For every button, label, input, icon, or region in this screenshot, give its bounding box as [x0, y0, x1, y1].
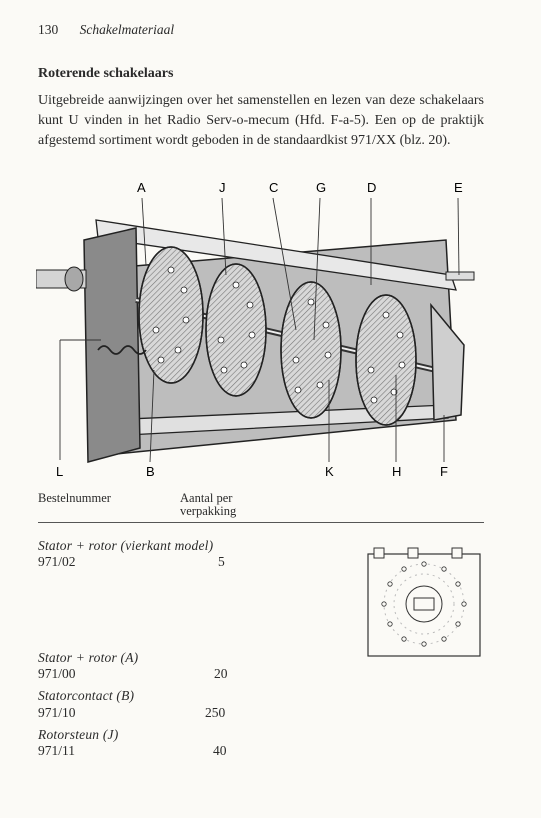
section-heading: Roterende schakelaars — [38, 66, 174, 81]
column-quantity-line2: verpakking — [180, 504, 237, 518]
rotary-switch-illustration — [36, 180, 476, 480]
column-quantity — [180, 492, 236, 518]
label-d: D — [367, 180, 377, 195]
section-title: Schakelmateriaal — [79, 22, 175, 37]
label-j: J — [219, 180, 226, 195]
item-quantity: 5 — [218, 554, 225, 569]
label-g: G — [316, 180, 327, 195]
item-quantity: 20 — [214, 666, 228, 681]
item-title: Statorcontact (B) — [38, 688, 135, 703]
label-h: H — [392, 464, 402, 479]
column-quantity-line1: Aantal per — [180, 491, 233, 505]
item-number: 971/00 — [38, 666, 76, 681]
intro-paragraph: Uitgebreide aanwijzingen over het samenstellen en lezen van deze schakelaars kunt U vinden in het Radio Serv-o-mecum (Hfd. F-a-5). Een op de praktijk afgestemd sortiment wordt geboden in de standaardkist 971/XX (blz. 20). — [38, 93, 484, 148]
page-header — [38, 22, 174, 38]
column-order-number: Bestelnummer — [38, 491, 111, 505]
label-a: A — [137, 180, 146, 195]
label-k: K — [325, 464, 334, 479]
item-title: Rotorsteun (J) — [38, 727, 119, 742]
square-stator-drawing — [366, 546, 482, 658]
item-number: 971/10 — [38, 705, 76, 720]
item-number: 971/02 — [38, 554, 76, 569]
label-c: C — [269, 180, 279, 195]
label-f: F — [440, 464, 448, 479]
label-e: E — [454, 180, 463, 195]
label-b: B — [146, 464, 155, 479]
item-quantity: 250 — [205, 705, 226, 720]
item-title: Stator + rotor (vierkant model) — [38, 538, 214, 553]
item-quantity: 40 — [213, 743, 227, 758]
item-title: Stator + rotor (A) — [38, 650, 139, 665]
page-number: 130 — [38, 22, 59, 37]
item-number: 971/11 — [38, 743, 75, 758]
label-l: L — [56, 464, 64, 479]
table-rule — [38, 522, 484, 523]
